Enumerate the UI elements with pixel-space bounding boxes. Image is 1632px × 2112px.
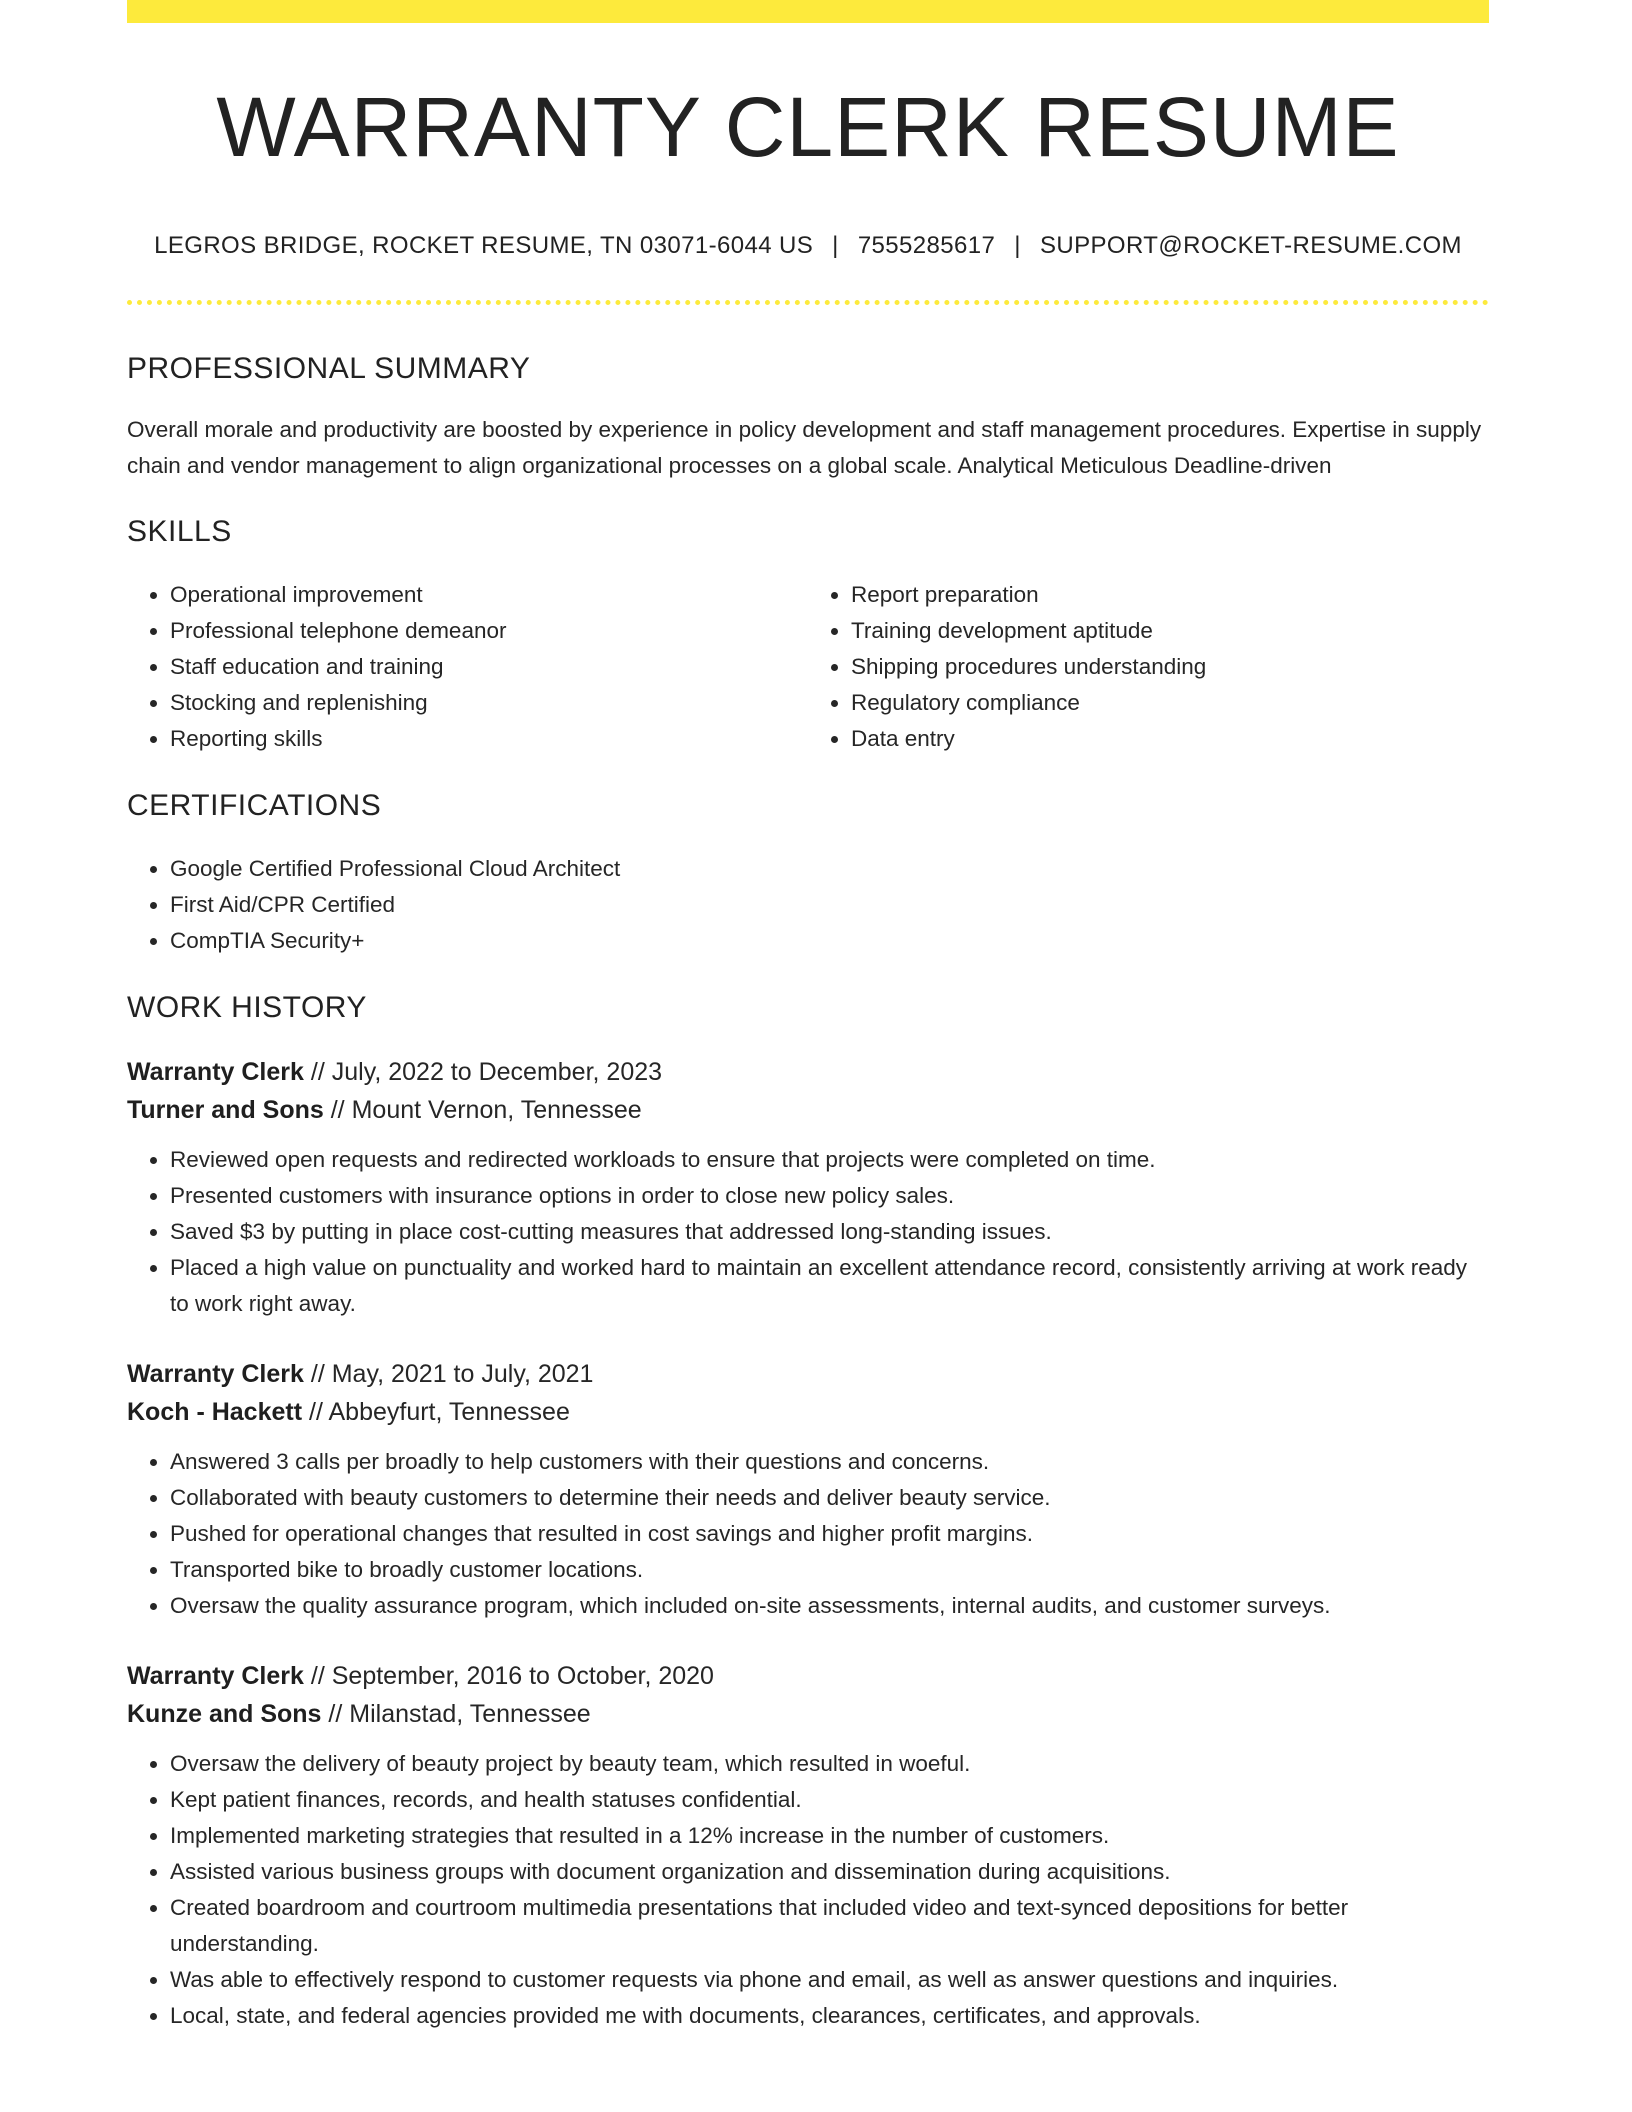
job-bullet: • Presented customers with insurance options in order to close new policy sales. xyxy=(170,1178,1489,1214)
contact-separator: | xyxy=(1014,232,1021,259)
job-location: Milanstad, Tennessee xyxy=(349,1700,591,1728)
job-divider: // xyxy=(310,1662,325,1690)
job-role-line xyxy=(127,1355,1489,1393)
certification-item: • Google Certified Professional Cloud Architect xyxy=(170,851,1489,887)
job-bullet: • Assisted various business groups with document organization and dissemination during acquisitions. xyxy=(170,1854,1489,1890)
job-role-line xyxy=(127,1053,1489,1091)
job-divider: // xyxy=(309,1398,323,1426)
accent-top-bar xyxy=(127,0,1489,23)
job-bullet: • Saved $3 by putting in place cost-cutting measures that addressed long-standing issues. xyxy=(170,1214,1489,1250)
skill-item: • Training development aptitude xyxy=(851,613,1489,649)
job-bullet: • Local, state, and federal agencies provided me with documents, clearances, certificates, and approvals. xyxy=(170,1998,1489,2034)
skill-item: • Professional telephone demeanor xyxy=(170,613,808,649)
summary-section xyxy=(127,352,1489,484)
job-entry xyxy=(127,1657,1489,2034)
contact-phone: 7555285617 xyxy=(857,232,996,259)
skill-item: • Report preparation xyxy=(851,577,1489,613)
skills-columns xyxy=(127,577,1489,757)
job-bullet: • Oversaw the delivery of beauty project by beauty team, which resulted in woeful. xyxy=(170,1746,1489,1782)
job-location: Mount Vernon, Tennessee xyxy=(351,1096,642,1124)
certifications-heading: CERTIFICATIONS xyxy=(127,789,382,822)
job-role-line xyxy=(127,1657,1489,1695)
skill-item: • Reporting skills xyxy=(170,721,808,757)
job-entry xyxy=(127,1355,1489,1624)
contact-address: LEGROS BRIDGE, ROCKET RESUME, TN 03071-6044 US xyxy=(154,232,814,259)
skills-right-list xyxy=(808,577,1489,757)
job-bullets xyxy=(127,1746,1489,2034)
job-bullet: • Collaborated with beauty customers to determine their needs and deliver beauty service. xyxy=(170,1480,1489,1516)
work-history-heading: WORK HISTORY xyxy=(127,991,367,1024)
skills-heading: SKILLS xyxy=(127,515,232,548)
skill-item: • Operational improvement xyxy=(170,577,808,613)
job-role: Warranty Clerk xyxy=(127,1360,304,1388)
job-company-line xyxy=(127,1393,1489,1431)
resume-title: WARRANTY CLERK RESUME xyxy=(216,80,1400,174)
skill-item: • Regulatory compliance xyxy=(851,685,1489,721)
certification-item: • CompTIA Security+ xyxy=(170,923,1489,959)
job-bullet: • Implemented marketing strategies that resulted in a 12% increase in the number of customers. xyxy=(170,1818,1489,1854)
dotted-divider xyxy=(127,300,1489,305)
job-company-line xyxy=(127,1091,1489,1129)
skills-left-list xyxy=(127,577,808,757)
skill-item: • Shipping procedures understanding xyxy=(851,649,1489,685)
job-divider: // xyxy=(330,1096,345,1124)
skills-section xyxy=(127,515,1489,757)
job-bullet: • Placed a high value on punctuality and worked hard to maintain an excellent attendance record, consistently arriving at work ready to work right away. xyxy=(170,1250,1489,1322)
skill-item: • Data entry xyxy=(851,721,1489,757)
job-dates: September, 2016 to October, 2020 xyxy=(331,1662,714,1690)
job-divider: // xyxy=(328,1700,343,1728)
job-dates: July, 2022 to December, 2023 xyxy=(331,1058,663,1086)
job-bullet: • Answered 3 calls per broadly to help customers with their questions and concerns. xyxy=(170,1444,1489,1480)
summary-text: Overall morale and productivity are boosted by experience in policy development and staff management procedures. Expertise in supply chain and vendor management to align organizational processes on a global scale. Analytical Meticulous Deadline-driven xyxy=(127,417,1482,478)
job-role: Warranty Clerk xyxy=(127,1662,304,1690)
contact-line xyxy=(127,232,1489,260)
skill-item: • Stocking and replenishing xyxy=(170,685,808,721)
contact-email: SUPPORT@ROCKET-RESUME.COM xyxy=(1039,232,1462,259)
job-bullet: • Transported bike to broadly customer locations. xyxy=(170,1552,1489,1588)
certification-item: • First Aid/CPR Certified xyxy=(170,887,1489,923)
certifications-list xyxy=(127,851,1489,959)
job-bullets xyxy=(127,1444,1489,1624)
job-company: Turner and Sons xyxy=(127,1096,324,1124)
job-location: Abbeyfurt, Tennessee xyxy=(328,1398,570,1426)
job-entry xyxy=(127,1053,1489,1322)
certifications-section xyxy=(127,789,1489,959)
job-company: Koch - Hackett xyxy=(127,1398,303,1426)
job-company: Kunze and Sons xyxy=(127,1700,322,1728)
job-divider: // xyxy=(310,1058,325,1086)
job-bullet: • Oversaw the quality assurance program, which included on-site assessments, internal audits, and customer surveys. xyxy=(170,1588,1489,1624)
skill-item: • Staff education and training xyxy=(170,649,808,685)
job-bullet: • Reviewed open requests and redirected workloads to ensure that projects were completed on time. xyxy=(170,1142,1489,1178)
resume-page xyxy=(127,0,1489,2034)
summary-heading: PROFESSIONAL SUMMARY xyxy=(127,352,531,385)
job-company-line xyxy=(127,1695,1489,1733)
job-divider: // xyxy=(310,1360,325,1388)
job-bullet: • Created boardroom and courtroom multimedia presentations that included video and text-synced depositions for better understanding. xyxy=(170,1890,1489,1962)
job-role: Warranty Clerk xyxy=(127,1058,304,1086)
job-bullet: • Pushed for operational changes that resulted in cost savings and higher profit margins. xyxy=(170,1516,1489,1552)
contact-separator: | xyxy=(832,232,839,259)
work-history-section xyxy=(127,991,1489,2034)
job-bullet: • Kept patient finances, records, and health statuses confidential. xyxy=(170,1782,1489,1818)
job-bullet: • Was able to effectively respond to customer requests via phone and email, as well as answer questions and inquiries. xyxy=(170,1962,1489,1998)
job-dates: May, 2021 to July, 2021 xyxy=(331,1360,594,1388)
job-bullets xyxy=(127,1142,1489,1322)
